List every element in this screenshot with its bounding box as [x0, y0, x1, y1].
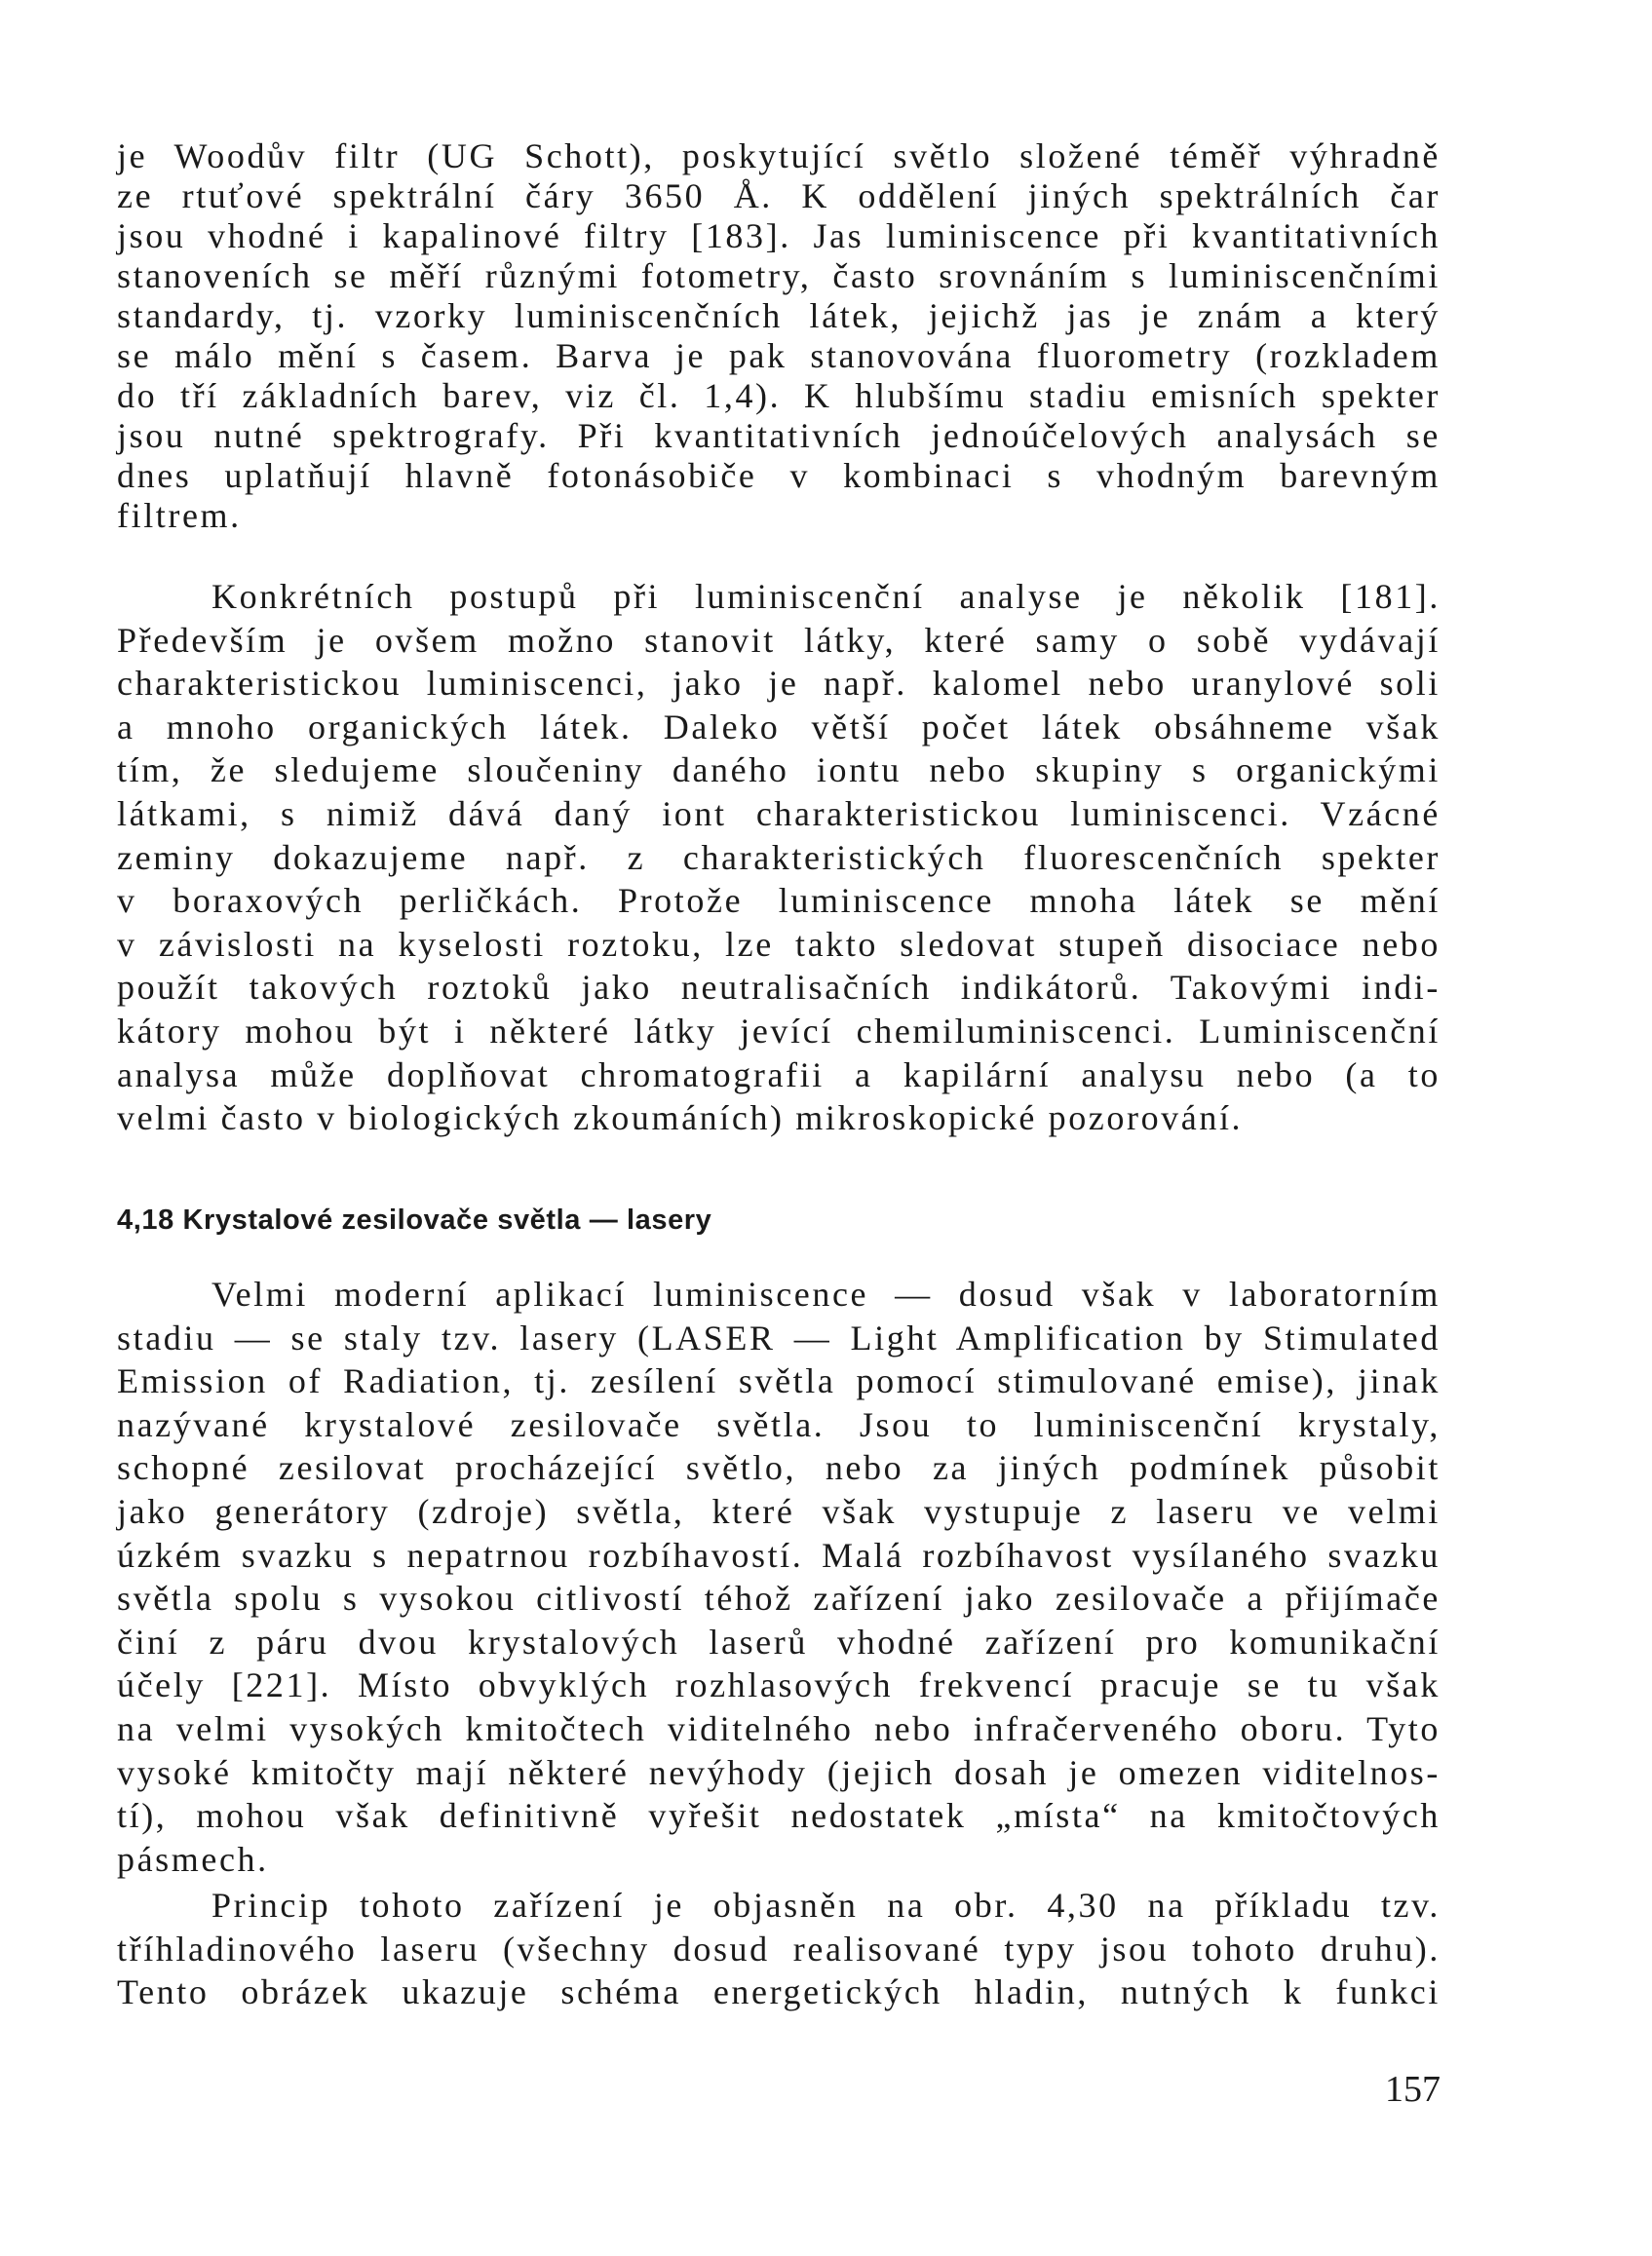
- text-line: světla spolu s vysokou citlivostí téhož zařízení jako zesilovače a přijímače: [117, 1579, 1441, 1619]
- text-line: filtrem.: [117, 496, 242, 535]
- paragraph-lasers-intro: [117, 1273, 1441, 1881]
- text-line: na velmi vysokých kmitočtech viditelného nebo infračerveného oboru. Tyto: [117, 1708, 1441, 1748]
- text-line: použít takových roztoků jako neutralisačních indikátorů. Takovými indi-: [117, 968, 1441, 1008]
- text-line: Tento obrázek ukazuje schéma energetických hladin, nutných k funkci: [117, 1972, 1441, 2012]
- paragraph-laser-principle: [117, 1884, 1441, 2014]
- text-line: standardy, tj. vzorky luminiscenčních látek, jejichž jas je znám a který: [117, 296, 1441, 335]
- text-line: tříhladinového laseru (všechny dosud realisované typy jsou tohoto druhu).: [117, 1929, 1441, 1969]
- text-line: analysa může doplňovat chromatografii a kapilární analysu nebo (a to: [117, 1054, 1441, 1094]
- text-line: je Woodův filtr (UG Schott), poskytující světlo složené téměř výhradně: [117, 136, 1441, 175]
- text-line: schopné zesilovat procházející světlo, nebo za jiných podmínek působit: [117, 1448, 1441, 1488]
- text-line: dnes uplatňují hlavně fotonásobiče v kombinaci s vhodným barevným: [117, 456, 1441, 495]
- text-line: jako generátory (zdroje) světla, které však vystupuje z laseru ve velmi: [117, 1491, 1441, 1531]
- text-line: tí), mohou však definitivně vyřešit nedostatek „místa“ na kmitočtových: [117, 1796, 1441, 1836]
- text-line: Emission of Radiation, tj. zesílení světla pomocí stimulované emise), jinak: [117, 1361, 1441, 1401]
- text-line: charakteristickou luminiscenci, jako je např. kalomel nebo uranylové soli: [117, 664, 1441, 704]
- text-line: látkami, s nimiž dává daný iont charakteristickou luminiscenci. Vzácné: [117, 793, 1441, 833]
- paragraph-analysis-methods: [117, 575, 1441, 1140]
- text-line: Velmi moderní aplikací luminiscence — dosud však v laboratorním: [211, 1275, 1441, 1314]
- text-line: Konkrétních postupů při luminiscenční analyse je několik [181].: [211, 577, 1441, 616]
- text-line: stanoveních se měří různými fotometry, často srovnáním s luminiscenčními: [117, 256, 1441, 295]
- text-line: Princip tohoto zařízení je objasněn na obr. 4,30 na příkladu tzv.: [211, 1886, 1441, 1925]
- text-line: a mnoho organických látek. Daleko větší počet látek obsáhneme však: [117, 707, 1441, 746]
- section-heading: 4,18 Krystalové zesilovače světla — lasery: [117, 1204, 712, 1236]
- text-line: tím, že sledujeme sloučeniny daného iontu nebo skupiny s organickými: [117, 750, 1441, 790]
- text-line: účely [221]. Místo obvyklých rozhlasových frekvencí pracuje se tu však: [117, 1665, 1441, 1705]
- text-line: nazývané krystalové zesilovače světla. Jsou to luminiscenční krystaly,: [117, 1404, 1441, 1444]
- text-line: úzkém svazku s nepatrnou rozbíhavostí. Malá rozbíhavost vysílaného svazku: [117, 1535, 1441, 1575]
- text-line: vysoké kmitočty mají některé nevýhody (jejich dosah je omezen viditelnos-: [117, 1752, 1441, 1792]
- text-line: do tří základních barev, viz čl. 1,4). K hlubšímu stadiu emisních spekter: [117, 376, 1441, 415]
- text-line: v boraxových perličkách. Protože luminiscence mnoha látek se mění: [117, 881, 1441, 921]
- text-line: se málo mění s časem. Barva je pak stanovována fluorometry (rozkladem: [117, 336, 1441, 375]
- text-line: velmi často v biologických zkoumáních) mikroskopické pozorování.: [117, 1098, 1244, 1138]
- text-line: činí z páru dvou krystalových laserů vhodné zařízení pro komunikační: [117, 1622, 1441, 1662]
- text-line: kátory mohou být i některé látky jevící chemiluminiscenci. Luminiscenční: [117, 1011, 1441, 1051]
- text-line: zeminy dokazujeme např. z charakteristických fluorescenčních spekter: [117, 837, 1441, 877]
- text-line: jsou nutné spektrografy. Při kvantitativních jednoúčelových analysách se: [117, 416, 1441, 455]
- text-line: ze rtuťové spektrální čáry 3650 Å. K oddělení jiných spektrálních čar: [117, 176, 1441, 215]
- text-line: Především je ovšem možno stanovit látky, které samy o sobě vydávají: [117, 620, 1441, 660]
- text-line: pásmech.: [117, 1839, 269, 1879]
- text-line: v závislosti na kyselosti roztoku, lze takto sledovat stupeň disociace nebo: [117, 924, 1441, 964]
- text-line: stadiu — se staly tzv. lasery (LASER — Light Amplification by Stimulated: [117, 1318, 1441, 1357]
- page-number: 157: [1385, 2069, 1441, 2110]
- text-line: jsou vhodné i kapalinové filtry [183]. Jas luminiscence při kvantitativních: [117, 216, 1441, 255]
- paragraph-filters: [117, 136, 1441, 536]
